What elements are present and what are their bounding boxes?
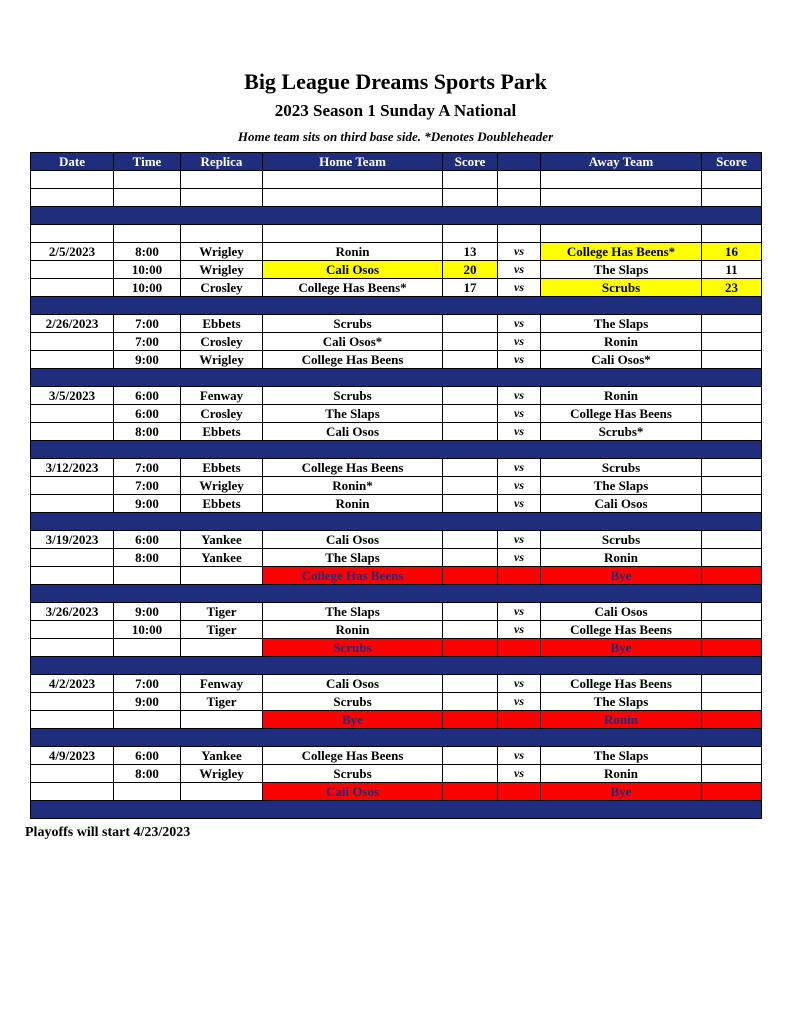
replica-cell: Yankee xyxy=(181,549,263,567)
vs-cell: vs xyxy=(498,477,541,495)
away-score-cell xyxy=(702,171,762,189)
replica-cell: Yankee xyxy=(181,531,263,549)
away-team-cell: The Slaps xyxy=(541,693,702,711)
vs-cell xyxy=(498,711,541,729)
date-cell xyxy=(31,765,114,783)
vs-cell: vs xyxy=(498,495,541,513)
replica-cell: Wrigley xyxy=(181,243,263,261)
vs-cell xyxy=(498,639,541,657)
away-team-cell: Bye xyxy=(541,567,702,585)
date-cell xyxy=(31,261,114,279)
time-cell: 9:00 xyxy=(114,351,181,369)
bye-row xyxy=(31,711,762,729)
home-team-cell: Scrubs xyxy=(263,765,443,783)
replica-cell: Crosley xyxy=(181,333,263,351)
vs-cell: vs xyxy=(498,387,541,405)
replica-cell: Wrigley xyxy=(181,261,263,279)
home-score-cell xyxy=(443,693,498,711)
game-row xyxy=(31,693,762,711)
time-cell: 10:00 xyxy=(114,279,181,297)
separator-band xyxy=(31,729,762,747)
away-score-cell xyxy=(702,765,762,783)
home-score-cell xyxy=(443,747,498,765)
game-row xyxy=(31,747,762,765)
time-cell: 7:00 xyxy=(114,333,181,351)
game-row xyxy=(31,261,762,279)
home-team-cell: Ronin* xyxy=(263,477,443,495)
vs-cell: vs xyxy=(498,747,541,765)
home-team-cell: Ronin xyxy=(263,243,443,261)
header-vs xyxy=(498,153,541,171)
away-score-cell xyxy=(702,477,762,495)
replica-cell: Yankee xyxy=(181,747,263,765)
away-team-cell: Ronin xyxy=(541,549,702,567)
home-team-cell: Cali Osos* xyxy=(263,333,443,351)
schedule-body xyxy=(31,171,762,819)
home-score-cell xyxy=(443,639,498,657)
replica-cell: Fenway xyxy=(181,387,263,405)
game-row xyxy=(31,243,762,261)
replica-cell: Crosley xyxy=(181,405,263,423)
replica-cell: Ebbets xyxy=(181,423,263,441)
away-team-cell: Ronin xyxy=(541,387,702,405)
away-team-cell xyxy=(541,189,702,207)
replica-cell xyxy=(181,783,263,801)
away-score-cell xyxy=(702,783,762,801)
replica-cell: Crosley xyxy=(181,279,263,297)
home-team-cell: Scrubs xyxy=(263,387,443,405)
away-score-cell xyxy=(702,675,762,693)
away-score-cell xyxy=(702,549,762,567)
away-team-cell: The Slaps xyxy=(541,477,702,495)
game-row xyxy=(31,495,762,513)
time-cell: 10:00 xyxy=(114,261,181,279)
date-cell xyxy=(31,567,114,585)
time-cell xyxy=(114,225,181,243)
time-cell xyxy=(114,783,181,801)
time-cell xyxy=(114,639,181,657)
away-team-cell: Ronin xyxy=(541,711,702,729)
away-score-cell: 23 xyxy=(702,279,762,297)
home-score-cell xyxy=(443,603,498,621)
time-cell: 6:00 xyxy=(114,387,181,405)
game-row xyxy=(31,531,762,549)
time-cell: 8:00 xyxy=(114,423,181,441)
home-score-cell: 13 xyxy=(443,243,498,261)
page-title: Big League Dreams Sports Park xyxy=(244,69,547,94)
vs-cell: vs xyxy=(498,243,541,261)
away-team-cell: Ronin xyxy=(541,765,702,783)
away-score-cell: 16 xyxy=(702,243,762,261)
replica-cell xyxy=(181,639,263,657)
time-cell: 8:00 xyxy=(114,549,181,567)
separator-row xyxy=(31,801,762,819)
bye-row xyxy=(31,639,762,657)
vs-cell: vs xyxy=(498,765,541,783)
home-team-cell: Cali Osos xyxy=(263,261,443,279)
game-row xyxy=(31,459,762,477)
home-team-cell: Cali Osos xyxy=(263,783,443,801)
away-team-cell: Bye xyxy=(541,783,702,801)
home-score-cell xyxy=(443,225,498,243)
away-score-cell xyxy=(702,495,762,513)
away-score-cell xyxy=(702,333,762,351)
game-row xyxy=(31,351,762,369)
table-header-row xyxy=(31,153,762,171)
header-home-team: Home Team xyxy=(263,153,443,171)
game-row xyxy=(31,675,762,693)
vs-cell: vs xyxy=(498,621,541,639)
game-row xyxy=(31,315,762,333)
date-cell xyxy=(31,405,114,423)
time-cell: 7:00 xyxy=(114,675,181,693)
home-team-cell: Cali Osos xyxy=(263,675,443,693)
separator-row xyxy=(31,585,762,603)
away-score-cell xyxy=(702,315,762,333)
away-score-cell: 11 xyxy=(702,261,762,279)
vs-cell: vs xyxy=(498,333,541,351)
separator-band xyxy=(31,513,762,531)
date-cell xyxy=(31,495,114,513)
time-cell: 9:00 xyxy=(114,495,181,513)
away-score-cell xyxy=(702,189,762,207)
home-score-cell xyxy=(443,315,498,333)
away-score-cell xyxy=(702,693,762,711)
away-team-cell: College Has Beens xyxy=(541,675,702,693)
replica-cell xyxy=(181,711,263,729)
vs-cell xyxy=(498,171,541,189)
header-time: Time xyxy=(114,153,181,171)
date-cell xyxy=(31,711,114,729)
separator-row xyxy=(31,513,762,531)
away-score-cell xyxy=(702,621,762,639)
vs-cell: vs xyxy=(498,603,541,621)
time-cell: 8:00 xyxy=(114,243,181,261)
vs-cell: vs xyxy=(498,279,541,297)
vs-cell: vs xyxy=(498,549,541,567)
game-row xyxy=(31,333,762,351)
home-team-cell: College Has Beens xyxy=(263,351,443,369)
away-team-cell: Ronin xyxy=(541,333,702,351)
separator-band xyxy=(31,441,762,459)
replica-cell: Ebbets xyxy=(181,315,263,333)
replica-cell: Tiger xyxy=(181,693,263,711)
time-cell: 9:00 xyxy=(114,603,181,621)
game-row xyxy=(31,549,762,567)
away-score-cell xyxy=(702,711,762,729)
header-away-team: Away Team xyxy=(541,153,702,171)
vs-cell: vs xyxy=(498,459,541,477)
separator-band xyxy=(31,801,762,819)
date-cell xyxy=(31,189,114,207)
away-score-cell xyxy=(702,387,762,405)
home-team-cell: Cali Osos xyxy=(263,423,443,441)
separator-band xyxy=(31,585,762,603)
home-team-cell: College Has Beens xyxy=(263,459,443,477)
replica-cell xyxy=(181,225,263,243)
date-cell xyxy=(31,783,114,801)
home-team-cell xyxy=(263,189,443,207)
time-cell: 6:00 xyxy=(114,405,181,423)
away-team-cell: Cali Osos xyxy=(541,603,702,621)
home-team-cell: Cali Osos xyxy=(263,531,443,549)
vs-cell xyxy=(498,567,541,585)
home-score-cell xyxy=(443,351,498,369)
date-cell xyxy=(31,639,114,657)
home-score-cell xyxy=(443,189,498,207)
home-score-cell xyxy=(443,459,498,477)
separator-row xyxy=(31,297,762,315)
home-score-cell xyxy=(443,621,498,639)
time-cell xyxy=(114,711,181,729)
time-cell: 7:00 xyxy=(114,459,181,477)
home-team-cell xyxy=(263,225,443,243)
home-score-cell xyxy=(443,675,498,693)
separator-row xyxy=(31,729,762,747)
header-home-score: Score xyxy=(443,153,498,171)
replica-cell xyxy=(181,567,263,585)
replica-cell: Tiger xyxy=(181,621,263,639)
vs-cell xyxy=(498,225,541,243)
game-row xyxy=(31,405,762,423)
away-score-cell xyxy=(702,405,762,423)
away-team-cell: Scrubs xyxy=(541,279,702,297)
separator-band xyxy=(31,207,762,225)
away-team-cell: Scrubs xyxy=(541,459,702,477)
time-cell: 7:00 xyxy=(114,315,181,333)
away-score-cell xyxy=(702,603,762,621)
date-cell xyxy=(31,549,114,567)
game-row xyxy=(31,603,762,621)
time-cell: 6:00 xyxy=(114,531,181,549)
away-score-cell xyxy=(702,423,762,441)
home-team-cell: Scrubs xyxy=(263,693,443,711)
home-team-cell: Ronin xyxy=(263,495,443,513)
separator-band xyxy=(31,657,762,675)
home-team-cell: College Has Beens* xyxy=(263,279,443,297)
bye-row xyxy=(31,567,762,585)
date-cell xyxy=(31,279,114,297)
away-team-cell: The Slaps xyxy=(541,261,702,279)
empty-row xyxy=(31,189,762,207)
date-cell xyxy=(31,171,114,189)
vs-cell xyxy=(498,189,541,207)
game-row xyxy=(31,423,762,441)
home-score-cell xyxy=(443,495,498,513)
time-cell xyxy=(114,189,181,207)
home-team-cell: College Has Beens xyxy=(263,567,443,585)
home-score-cell xyxy=(443,333,498,351)
game-row xyxy=(31,477,762,495)
replica-cell xyxy=(181,171,263,189)
replica-cell: Ebbets xyxy=(181,459,263,477)
home-team-cell: The Slaps xyxy=(263,405,443,423)
separator-row xyxy=(31,657,762,675)
home-score-cell xyxy=(443,171,498,189)
away-team-cell xyxy=(541,171,702,189)
replica-cell: Fenway xyxy=(181,675,263,693)
away-team-cell: The Slaps xyxy=(541,747,702,765)
date-cell xyxy=(31,477,114,495)
vs-cell xyxy=(498,783,541,801)
home-team-cell: Scrubs xyxy=(263,639,443,657)
home-score-cell xyxy=(443,531,498,549)
home-score-cell xyxy=(443,711,498,729)
away-team-cell: Bye xyxy=(541,639,702,657)
game-row xyxy=(31,387,762,405)
vs-cell: vs xyxy=(498,405,541,423)
time-cell: 6:00 xyxy=(114,747,181,765)
home-team-cell: The Slaps xyxy=(263,603,443,621)
game-row xyxy=(31,279,762,297)
vs-cell: vs xyxy=(498,423,541,441)
home-score-cell xyxy=(443,477,498,495)
vs-cell: vs xyxy=(498,531,541,549)
home-team-cell xyxy=(263,171,443,189)
replica-cell xyxy=(181,189,263,207)
date-cell: 3/5/2023 xyxy=(31,387,114,405)
separator-row xyxy=(31,369,762,387)
separator-row xyxy=(31,441,762,459)
header-replica: Replica xyxy=(181,153,263,171)
season-subtitle: 2023 Season 1 Sunday A National xyxy=(274,101,517,120)
date-cell: 3/19/2023 xyxy=(31,531,114,549)
game-row xyxy=(31,621,762,639)
empty-row xyxy=(31,171,762,189)
schedule-table xyxy=(30,152,762,819)
vs-cell: vs xyxy=(498,315,541,333)
playoffs-note: Playoffs will start 4/23/2023 xyxy=(25,825,191,840)
away-team-cell: College Has Beens xyxy=(541,621,702,639)
home-score-cell xyxy=(443,567,498,585)
separator-band xyxy=(31,297,762,315)
away-score-cell xyxy=(702,531,762,549)
replica-cell: Ebbets xyxy=(181,495,263,513)
empty-row xyxy=(31,225,762,243)
away-score-cell xyxy=(702,639,762,657)
home-team-cell: Bye xyxy=(263,711,443,729)
time-cell: 9:00 xyxy=(114,693,181,711)
vs-cell: vs xyxy=(498,261,541,279)
home-team-cell: Ronin xyxy=(263,621,443,639)
game-row xyxy=(31,765,762,783)
header-date: Date xyxy=(31,153,114,171)
date-cell xyxy=(31,351,114,369)
home-score-cell xyxy=(443,405,498,423)
header-away-score: Score xyxy=(702,153,762,171)
away-team-cell: Scrubs* xyxy=(541,423,702,441)
date-cell xyxy=(31,693,114,711)
date-cell: 3/12/2023 xyxy=(31,459,114,477)
date-cell: 2/26/2023 xyxy=(31,315,114,333)
separator-band xyxy=(31,369,762,387)
replica-cell: Wrigley xyxy=(181,351,263,369)
away-team-cell xyxy=(541,225,702,243)
home-team-cell: College Has Beens xyxy=(263,747,443,765)
replica-cell: Wrigley xyxy=(181,765,263,783)
home-score-cell xyxy=(443,765,498,783)
date-cell: 2/5/2023 xyxy=(31,243,114,261)
home-score-cell: 20 xyxy=(443,261,498,279)
date-cell xyxy=(31,621,114,639)
away-score-cell xyxy=(702,351,762,369)
away-score-cell xyxy=(702,567,762,585)
away-score-cell xyxy=(702,747,762,765)
date-cell xyxy=(31,333,114,351)
time-cell: 7:00 xyxy=(114,477,181,495)
date-cell xyxy=(31,225,114,243)
home-score-cell xyxy=(443,387,498,405)
date-cell: 4/9/2023 xyxy=(31,747,114,765)
bye-row xyxy=(31,783,762,801)
away-score-cell xyxy=(702,225,762,243)
date-cell: 4/2/2023 xyxy=(31,675,114,693)
vs-cell: vs xyxy=(498,693,541,711)
date-cell xyxy=(31,423,114,441)
vs-cell: vs xyxy=(498,351,541,369)
home-team-cell: The Slaps xyxy=(263,549,443,567)
home-score-cell xyxy=(443,423,498,441)
away-team-cell: College Has Beens xyxy=(541,405,702,423)
time-cell xyxy=(114,567,181,585)
home-team-cell: Scrubs xyxy=(263,315,443,333)
away-score-cell xyxy=(702,459,762,477)
note-line: Home team sits on third base side. *Denotes Doubleheader xyxy=(237,129,554,144)
date-cell: 3/26/2023 xyxy=(31,603,114,621)
replica-cell: Tiger xyxy=(181,603,263,621)
away-team-cell: The Slaps xyxy=(541,315,702,333)
replica-cell: Wrigley xyxy=(181,477,263,495)
vs-cell: vs xyxy=(498,675,541,693)
separator-row xyxy=(31,207,762,225)
time-cell xyxy=(114,171,181,189)
time-cell: 10:00 xyxy=(114,621,181,639)
away-team-cell: Scrubs xyxy=(541,531,702,549)
home-score-cell: 17 xyxy=(443,279,498,297)
away-team-cell: Cali Osos xyxy=(541,495,702,513)
home-score-cell xyxy=(443,549,498,567)
away-team-cell: Cali Osos* xyxy=(541,351,702,369)
away-team-cell: College Has Beens* xyxy=(541,243,702,261)
home-score-cell xyxy=(443,783,498,801)
time-cell: 8:00 xyxy=(114,765,181,783)
